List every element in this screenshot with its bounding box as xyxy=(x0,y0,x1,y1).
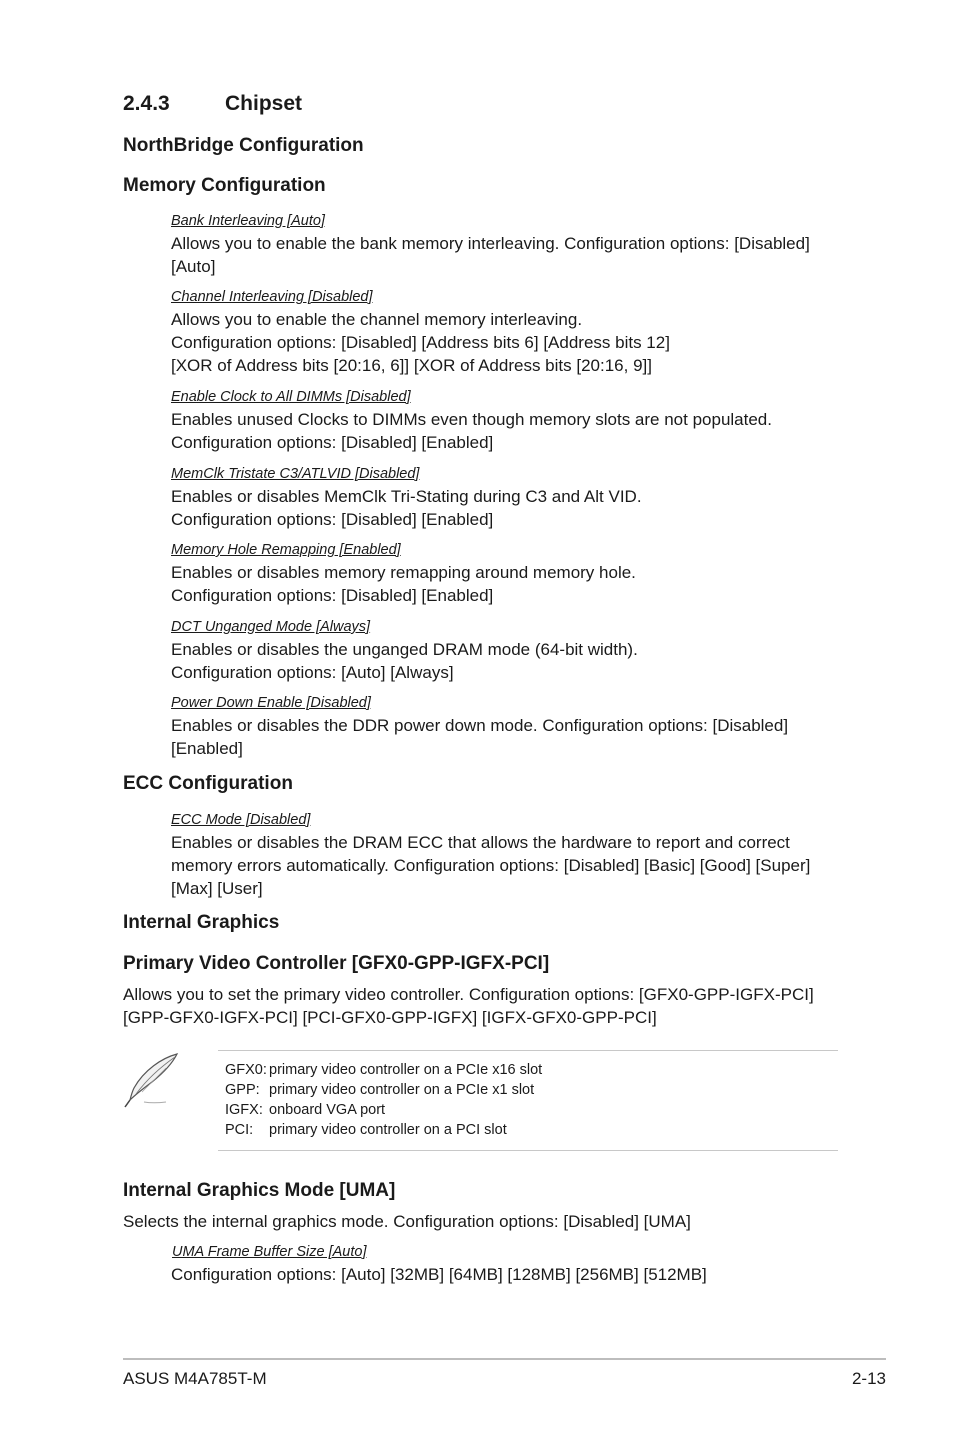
item-desc-line: [Auto] xyxy=(171,257,216,276)
item-title-dct-unganged: DCT Unganged Mode [Always] xyxy=(171,619,371,635)
note-term: IGFX: xyxy=(225,1102,263,1118)
item-desc-line: Enables unused Clocks to DIMMs even though memory slots are not populated. xyxy=(171,410,772,429)
item-title-uma-frame-buffer: UMA Frame Buffer Size [Auto] xyxy=(172,1244,367,1260)
item-desc-line: Configuration options: [Auto] [32MB] [64MB] [128MB] [256MB] [512MB] xyxy=(171,1265,707,1284)
note-top-rule xyxy=(218,1050,838,1051)
note-term: GPP: xyxy=(225,1082,260,1098)
item-title-ecc-mode: ECC Mode [Disabled] xyxy=(171,812,311,828)
item-desc-line: Enables or disables MemClk Tri-Stating during C3 and Alt VID. xyxy=(171,487,642,506)
primary-video-desc-line: [GPP-GFX0-IGFX-PCI] [PCI-GFX0-GPP-IGFX] [IGFX-GFX0-GPP-PCI] xyxy=(123,1008,657,1027)
item-desc-line: Enables or disables the unganged DRAM mode (64-bit width). xyxy=(171,640,638,659)
note-desc: primary video controller on a PCIe x16 slot xyxy=(269,1062,543,1078)
item-title-bank-interleaving: Bank Interleaving [Auto] xyxy=(171,213,325,229)
item-desc-line: Configuration options: [Disabled] [Enabled] xyxy=(171,510,494,529)
internal-graphics-heading: Internal Graphics xyxy=(123,912,280,933)
footer-rule xyxy=(123,1358,886,1360)
item-desc-line: Configuration options: [Disabled] [Address bits 6] [Address bits 12] xyxy=(171,333,670,352)
item-desc-line: Configuration options: [Disabled] [Enabled] xyxy=(171,586,494,605)
primary-video-desc-line: Allows you to set the primary video controller. Configuration options: [GFX0-GPP-IGFX-PCI] xyxy=(123,985,814,1004)
section-title: Chipset xyxy=(225,92,303,115)
item-title-memclk-tristate: MemClk Tristate C3/ATLVID [Disabled] xyxy=(171,466,420,482)
item-desc-line: Configuration options: [Auto] [Always] xyxy=(171,663,454,682)
feather-pen-icon xyxy=(122,1050,182,1110)
item-desc-line: Enables or disables the DRAM ECC that allows the hardware to report and correct xyxy=(171,833,790,852)
primary-video-heading: Primary Video Controller [GFX0-GPP-IGFX-PCI] xyxy=(123,953,550,974)
graphics-mode-heading: Internal Graphics Mode [UMA] xyxy=(123,1180,396,1201)
item-desc-line: Enables or disables memory remapping around memory hole. xyxy=(171,563,636,582)
note-term: PCI: xyxy=(225,1122,254,1138)
item-title-enable-clock: Enable Clock to All DIMMs [Disabled] xyxy=(171,389,411,405)
item-desc-line: [Max] [User] xyxy=(171,879,263,898)
footer-page-number: 2-13 xyxy=(851,1369,886,1388)
item-title-memory-hole: Memory Hole Remapping [Enabled] xyxy=(171,542,401,558)
item-desc-line: memory errors automatically. Configuration options: [Disabled] [Basic] [Good] [Super] xyxy=(171,856,811,875)
northbridge-heading: NorthBridge Configuration xyxy=(123,135,364,156)
ecc-heading: ECC Configuration xyxy=(123,773,293,794)
item-desc-line: [Enabled] xyxy=(171,739,243,758)
note-desc: primary video controller on a PCI slot xyxy=(269,1122,507,1138)
item-desc-line: Allows you to enable the channel memory interleaving. xyxy=(171,310,583,329)
item-desc-line: Allows you to enable the bank memory interleaving. Configuration options: [Disabled] xyxy=(171,234,810,253)
item-desc-line: Configuration options: [Disabled] [Enabled] xyxy=(171,433,494,452)
item-title-channel-interleaving: Channel Interleaving [Disabled] xyxy=(171,289,373,305)
note-desc: primary video controller on a PCIe x1 slot xyxy=(269,1082,535,1098)
graphics-mode-desc: Selects the internal graphics mode. Configuration options: [Disabled] [UMA] xyxy=(123,1212,691,1231)
note-term: GFX0: xyxy=(225,1062,267,1078)
item-desc-line: Enables or disables the DDR power down mode. Configuration options: [Disabled] xyxy=(171,716,789,735)
footer-product: ASUS M4A785T-M xyxy=(123,1369,267,1388)
section-number: 2.4.3 xyxy=(123,92,170,115)
item-title-power-down: Power Down Enable [Disabled] xyxy=(171,695,371,711)
note-desc: onboard VGA port xyxy=(269,1102,386,1118)
memory-heading: Memory Configuration xyxy=(123,175,326,196)
item-desc-line: [XOR of Address bits [20:16, 6]] [XOR of Address bits [20:16, 9]] xyxy=(171,356,652,375)
note-bottom-rule xyxy=(218,1150,838,1151)
